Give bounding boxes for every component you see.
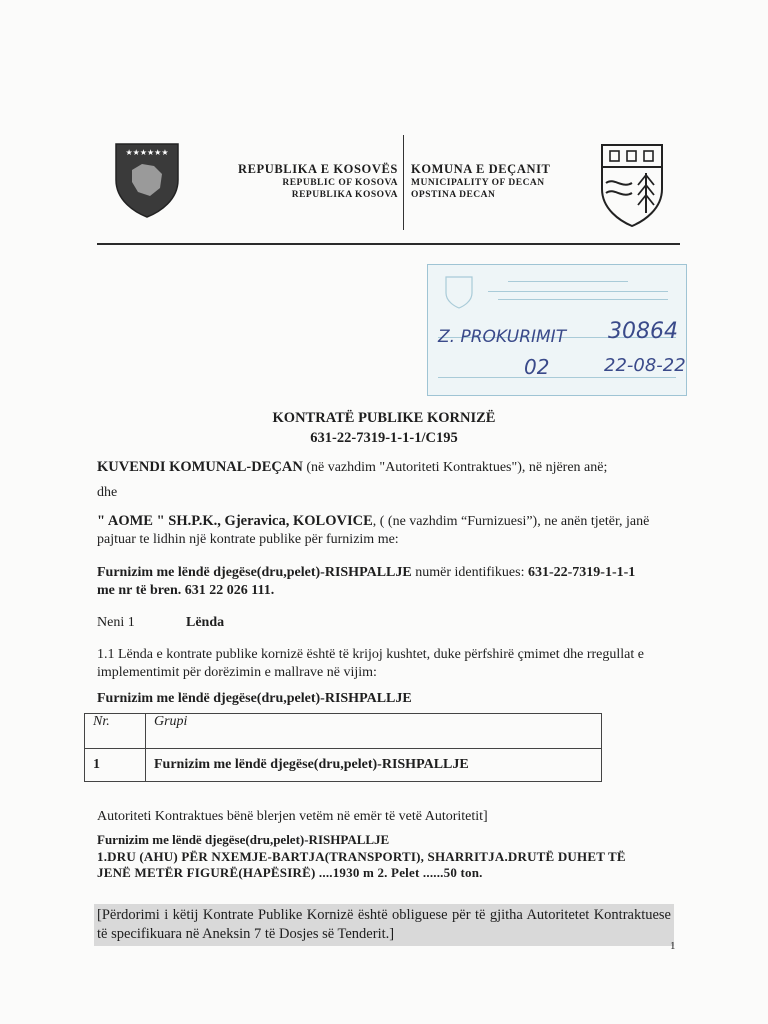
usage-note: [Përdorimi i këtij Kontrate Publike Kornizë është obliguese për të gjitha Autoritetet Kontraktuese të specifikuara në Aneksin 7 të Dosjes së Tenderit.] [94,904,674,946]
article1-label: Neni 1 [97,615,135,630]
header-left-title: REPUBLIKA E KOSOVËS [237,162,398,176]
svg-text:★★★★★★: ★★★★★★ [125,148,169,157]
header-right-title: KOMUNA E DEÇANIT [411,162,551,176]
authority-name: KUVENDI KOMUNAL-DEÇAN [97,459,303,475]
subject-registration: me nr të bren. 631 22 026 111. [97,583,275,598]
header-left-subtitle-sr: REPUBLIKA KOSOVA [291,190,398,200]
stamp-number-handwritten: 30864 [608,319,678,344]
decan-municipality-emblem-icon [598,143,666,227]
header-left-subtitle-en: REPUBLIC OF KOSOVA [282,178,398,188]
header-right-block [411,162,601,201]
supplier-name: " AOME " SH.P.K., Gjeravica, KOLOVICE [97,513,373,529]
stamp-date-handwritten: 22-08-22 [604,355,686,376]
items-list [97,849,687,881]
supplier-description: , ( (ne vazhdim “Furnizuesi”), ne anën tjetër, janë pajtuar te lidhin një kontrate publike për furnizim me: [97,514,650,547]
items-line2: JENË METËR FIGURË(HAPËSIRË) ....1930 m 2. Pelet ......50 ton. [97,865,483,880]
registration-stamp [427,264,687,396]
authority-description: (në vazhdim "Autoriteti Kontraktues"), në njëren anë; [302,460,608,475]
table-cell-nr: 1 [85,749,146,782]
kosovo-coat-of-arms-icon [112,140,182,218]
stamp-office-handwritten: Z. PROKURIMIT [438,327,567,347]
contract-number: 631-22-7319-1-1-1/C195 [310,430,458,446]
group-table [84,713,602,782]
header-left-block [190,162,398,201]
and-text: dhe [97,485,118,500]
contract-title [0,408,768,448]
subject-id-value: 631-22-7319-1-1-1 [527,565,636,580]
article1-heading: Furnizim me lëndë djegëse(dru,pelet)-RISHPALLJE [97,691,412,706]
header-divider [403,135,404,230]
header-rule [97,243,680,245]
items-line1: 1.DRU (AHU) PËR NXEMJE-BARTJA(TRANSPORTI), SHARRITJA.DRUTË DUHET TË [97,849,626,864]
header-right-subtitle-en: MUNICIPALITY OF DECAN [411,178,545,188]
purchase-note: Autoriteti Kontraktues bënë blerjen vetëm në emër të vetë Autoritetit] [97,809,488,824]
table-header-group: Grupi [146,714,602,749]
article1-title: Lënda [186,615,225,630]
subject-id-label: numër identifikues: [411,565,528,580]
subject-paragraph [97,564,691,600]
header-right-subtitle-sr: OPSTINA DECAN [411,190,496,200]
items-heading: Furnizim me lëndë djegëse(dru,pelet)-RISHPALLJE [97,832,390,847]
table-cell-group: Furnizim me lëndë djegëse(dru,pelet)-RISHPALLJE [146,749,602,782]
stamp-code-handwritten: 02 [524,355,550,379]
table-header-row [85,714,602,749]
table-row [85,749,602,782]
supplier-paragraph [97,512,689,549]
contract-title-line1: KONTRATË PUBLIKE KORNIZË [272,410,496,426]
authority-paragraph [97,458,687,477]
stamp-emblem-icon [444,275,474,309]
subject-name: Furnizim me lëndë djegëse(dru,pelet)-RISHPALLJE [97,565,412,580]
article1-paragraph: 1.1 Lënda e kontrate publike kornizë është të krijoj kushtet, duke përfshirë çmimet dhe rregullat e implementimit për dorëzimin e mallrave në vijim: [97,647,644,680]
page-number: 1 [670,940,676,952]
table-header-nr: Nr. [85,714,146,749]
